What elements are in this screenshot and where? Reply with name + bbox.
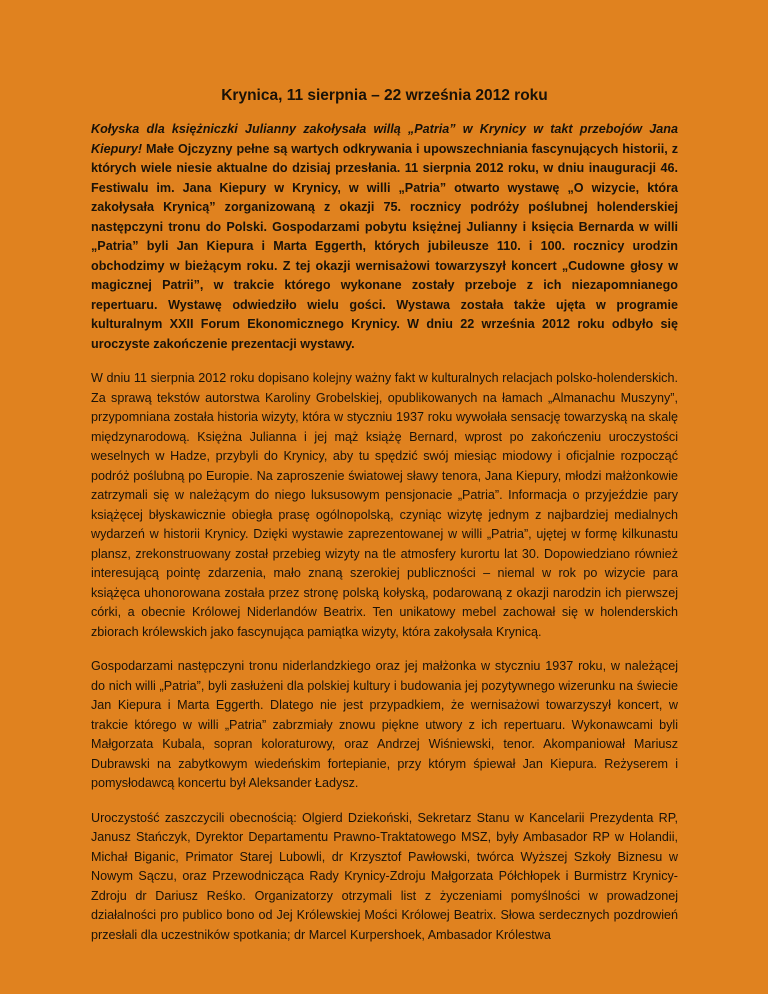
body-paragraph-2: W dniu 11 sierpnia 2012 roku dopisano kolejny ważny fakt w kulturalnych relacjach polsko-holenderskich. Za sprawą tekstów autorstwa Karoliny Grobelskiej, opublikowanych na łamach „Almanachu Muszyny”, przypomniana została historia wizyty, która w styczniu 1937 roku wywołała sensację towarzyską na skalę międzynarodową. Księżna Julianna i jej mąż książę Bernard, wprost po zakończeniu uroczystości weselnych w Hadze, przybyli do Krynicy, aby tu spędzić swój miesiąc miodowy i oficjalnie rozpocząć podróż poślubną po Europie. Na zaproszenie światowej sławy tenora, Jana Kiepury, młodzi małżonkowie zatrzymali się w należącym do niego luksusowym pensjonacie „Patria”. Informacja o przyjeździe pary książęcej błyskawicznie obiegła prasę ogólnopolską, czyniąc wizytę jednym z najbardziej medialnych wydarzeń w historii Krynicy. Dzięki wystawie zaprezentowanej w willi „Patria”, ujętej w formę kilkunastu plansz, zrekonstruowany został przebieg wizyty na tle atmosfery kurortu lat 30. Dopowiedziano również interesującą pointę zdarzenia, mało znaną szerokiej publiczności – niemal w rok po wizycie para książęca uhonorowana została przez stronę polską kołyską, podarowaną z okazji narodzin ich pierwszej córki, a obecnie Królowej Niderlandów Beatrix. Ten unikatowy mebel zachował się w holenderskich zbiorach królewskich jako fascynująca pamiątka wizyty, która zakołysała Krynicą. [91, 371, 678, 639]
body-paragraph-3: Gospodarzami następczyni tronu niderlandzkiego oraz jej małżonka w styczniu 1937 roku, w należącej do nich willi „Patria”, byli zasłużeni dla polskiej kultury i budowania jej pozytywnego wizerunku na świecie Jan Kiepura i Marta Eggerth. Dlatego nie jest przypadkiem, że wernisażowi towarzyszył koncert, w trakcie którego w willi „Patria” zabrzmiały znowu piękne utwory z ich repertuaru. Wykonawcami byli Małgorzata Kubala, sopran koloraturowy, oraz Andrzej Wiśniewski, tenor. Akompaniował Mariusz Dubrawski na zabytkowym wiedeńskim fortepianie, przy którym śpiewał Jan Kiepura. Reżyserem i pomysłodawcą koncertu był Aleksander Ładysz. [91, 659, 678, 790]
lead-paragraph [91, 120, 678, 354]
lead-headline: Kołyska dla księżniczki Julianny zakołysała willą „Patria” w Krynicy w takt przebojów Jana Kiepury! [91, 122, 678, 156]
lead-body: Małe Ojczyzny pełne są wartych odkrywania i upowszechniania fascynujących historii, z których wiele niesie aktualne do dzisiaj przesłania. 11 sierpnia 2012 roku, w dniu inauguracji 46. Festiwalu im. Jana Kiepury w Krynicy, w willi „Patria” otwarto wystawę „O wizycie, która zakołysała Krynicą” zorganizowaną z okazji 75. rocznicy podróży poślubnej holenderskiej następczyni tronu do Polski. Gospodarzami pobytu księżnej Julianny i księcia Bernarda w willi „Patria” byli Jan Kiepura i Marta Eggerth, których jubileusze 110. i 100. rocznicy urodzin obchodzimy w bieżącym roku. Z tej okazji wernisażowi towarzyszył koncert „Cudowne głosy w magicznej Patrii”, w trakcie którego wykonane zostały przeboje z ich niezapomnianego repertuaru. Wystawę odwiedziło wielu gości. Wystawa została także ujęta w programie kulturalnym XXII Forum Ekonomicznego Krynicy. W dniu 22 września 2012 roku odbyło się uroczyste zakończenie prezentacji wystawy. [91, 141, 678, 351]
body-paragraph-4: Uroczystość zaszczycili obecnością: Olgierd Dziekoński, Sekretarz Stanu w Kancelarii Prezydenta RP, Janusz Stańczyk, Dyrektor Departamentu Prawno-Traktatowego MSZ, były Ambasador RP w Holandii, Michał Biganic, Primator Starej Lubowli, dr Krzysztof Pawłowski, twórca Wyższej Szkoły Biznesu w Nowym Sączu, oraz Przewodnicząca Rady Krynicy-Zdroju Małgorzata Półchłopek i Burmistrz Krynicy-Zdroju dr Dariusz Reśko. Organizatorzy otrzymali list z życzeniami pomyślności w prowadzonej działalności pro publico bono od Jej Królewskiej Mości Królowej Beatrix. Słowa serdecznych pozdrowień przesłali dla uczestników spotkania; dr Marcel Kurpershoek, Ambasador Królestwa [91, 810, 678, 942]
document-title: Krynica, 11 sierpnia – 22 września 2012 roku [221, 87, 548, 104]
